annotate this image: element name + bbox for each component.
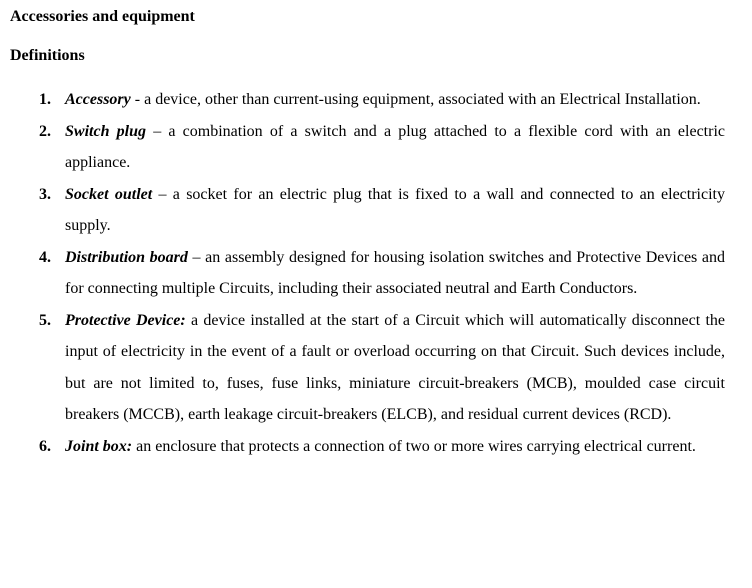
definition-separator: – bbox=[146, 122, 169, 140]
definition-separator: – bbox=[152, 185, 173, 203]
definition-term: Joint box: bbox=[65, 437, 133, 455]
definition-text: a device, other than current-using equipment, associated with an Electrical Installation. bbox=[144, 91, 701, 108]
definition-number: 3. bbox=[39, 185, 51, 203]
definition-text: an enclosure that protects a connection of two or more wires carrying electrical current. bbox=[136, 437, 696, 455]
definition-term: Socket outlet bbox=[65, 185, 153, 203]
definition-item-joint-box bbox=[0, 431, 725, 463]
definition-text: a combination of a switch and a plug attached to a flexible cord with an electric appliance. bbox=[65, 122, 725, 171]
section-title: Accessories and equipment bbox=[10, 8, 195, 25]
definition-number: 2. bbox=[39, 122, 51, 140]
definition-text: a socket for an electric plug that is fixed to a wall and connected to an electricity supply. bbox=[65, 185, 725, 234]
definition-term: Switch plug bbox=[65, 122, 146, 140]
definition-number: 5. bbox=[39, 311, 51, 329]
definition-item-accessory bbox=[0, 84, 725, 116]
definition-number: 6. bbox=[39, 437, 51, 455]
definition-item-socket-outlet bbox=[0, 179, 725, 242]
definition-text: a device installed at the start of a Circuit which will automatically disconnect the input of electricity in the event of a fault or overload occurring on that Circuit. Such devices include, but are not limited to, fuses, fuse links, miniature circuit-breakers (MCB), moulded case circuit breakers (MCCB), earth leakage circuit-breakers (ELCB), and residual current devices (RCD). bbox=[65, 311, 726, 423]
definition-term: Distribution board bbox=[65, 248, 188, 266]
definition-separator: – bbox=[187, 248, 206, 266]
definition-item-protective-device bbox=[0, 305, 725, 431]
definition-term: Accessory bbox=[65, 91, 131, 108]
definitions-heading: Definitions bbox=[10, 47, 85, 64]
definition-item-distribution-board bbox=[0, 242, 725, 305]
definition-item-switch-plug bbox=[0, 116, 725, 179]
definition-number: 1. bbox=[39, 91, 51, 108]
definitions-list bbox=[0, 84, 752, 462]
definition-number: 4. bbox=[39, 248, 51, 266]
definition-separator: - bbox=[130, 91, 145, 108]
definition-term: Protective Device: bbox=[65, 311, 186, 329]
definition-text: an assembly designed for housing isolation switches and Protective Devices and for connecting multiple Circuits, including their associated neutral and Earth Conductors. bbox=[65, 248, 726, 297]
